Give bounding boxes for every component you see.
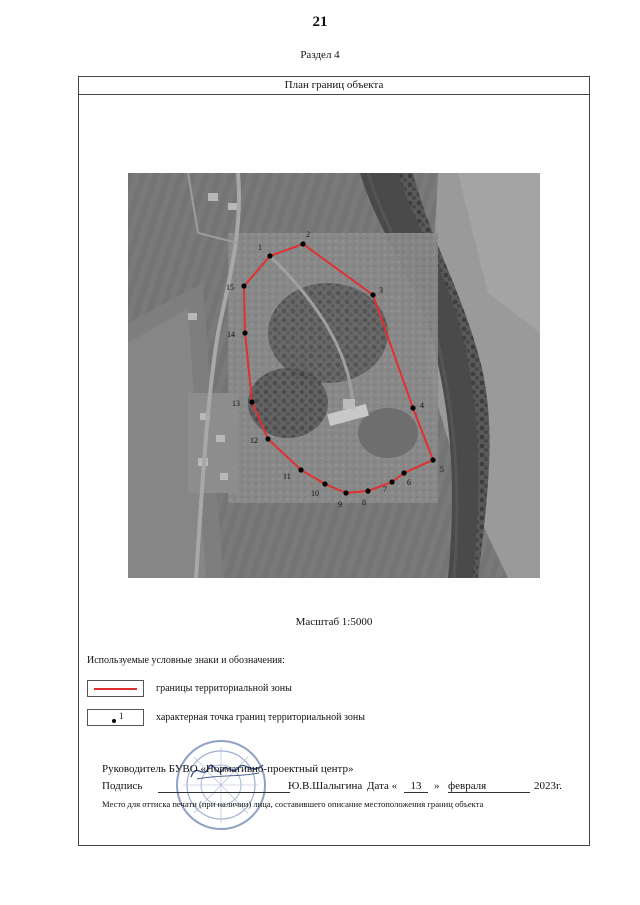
map-scale: Масштаб 1:5000 <box>295 616 373 628</box>
sign-label: Подпись <box>102 780 143 792</box>
boundary-point-label: 9 <box>338 500 342 509</box>
boundary-point-label: 2 <box>306 230 310 239</box>
boundary-point-1 <box>267 253 272 258</box>
boundary-point-14 <box>242 330 247 335</box>
boundary-point-10 <box>322 481 327 486</box>
legend-red-line <box>94 688 137 690</box>
section-title: Раздел 4 <box>300 49 340 61</box>
date-quote-close: » <box>434 780 440 792</box>
page-number: 21 <box>312 14 328 30</box>
org-line: Руководитель БУВО «Нормативно-проектный центр» <box>102 763 354 775</box>
legend-point-text: характерная точка границ территориальной зоны <box>156 712 365 723</box>
signature-blank <box>158 792 290 793</box>
boundary-point-8 <box>365 488 370 493</box>
boundary-point-label: 6 <box>407 478 411 487</box>
legend-boundary-text: границы территориальной зоны <box>156 683 292 694</box>
date-day: 13 <box>404 780 428 793</box>
signer-name: Ю.В.Шалыгина <box>288 780 363 792</box>
boundary-point-label: 15 <box>226 283 234 292</box>
seal-stamp <box>174 737 268 833</box>
boundary-point-label: 8 <box>362 498 366 507</box>
legend-point-dot <box>112 719 116 723</box>
boundary-point-5 <box>430 457 435 462</box>
legend-boundary-symbol <box>87 680 144 697</box>
map-canvas <box>128 173 540 578</box>
boundary-point-label: 12 <box>250 436 258 445</box>
boundary-point-6 <box>401 470 406 475</box>
date-label: Дата « <box>367 780 398 792</box>
boundary-point-label: 11 <box>283 472 291 481</box>
boundary-point-label: 1 <box>258 243 262 252</box>
boundary-point-label: 3 <box>379 286 383 295</box>
legend-point-label: 1 <box>119 711 124 721</box>
boundary-point-label: 4 <box>420 401 424 410</box>
boundary-point-9 <box>343 490 348 495</box>
boundary-point-11 <box>298 467 303 472</box>
satellite-map <box>128 173 540 578</box>
boundary-point-4 <box>410 405 415 410</box>
boundary-point-2 <box>300 241 305 246</box>
boundary-point-3 <box>370 292 375 297</box>
boundary-point-12 <box>265 436 270 441</box>
boundary-point-13 <box>249 399 254 404</box>
boundary-point-15 <box>241 283 246 288</box>
boundary-point-label: 5 <box>440 465 444 474</box>
boundary-point-label: 7 <box>383 485 387 494</box>
date-year: 2023г. <box>534 780 563 792</box>
boundary-point-label: 10 <box>311 489 319 498</box>
stamp-note: Место для оттиска печати (при наличии) лица, составившего описание местоположения границ объекта <box>102 799 484 809</box>
boundary-point-label: 13 <box>232 399 240 408</box>
boundary-point-label: 14 <box>227 330 235 339</box>
legend-heading: Используемые условные знаки и обозначения: <box>87 655 285 666</box>
plan-frame <box>78 76 590 846</box>
legend-point-symbol <box>87 709 144 726</box>
date-month: февраля <box>448 780 530 793</box>
frame-title: План границ объекта <box>79 77 589 95</box>
boundary-point-7 <box>389 479 394 484</box>
